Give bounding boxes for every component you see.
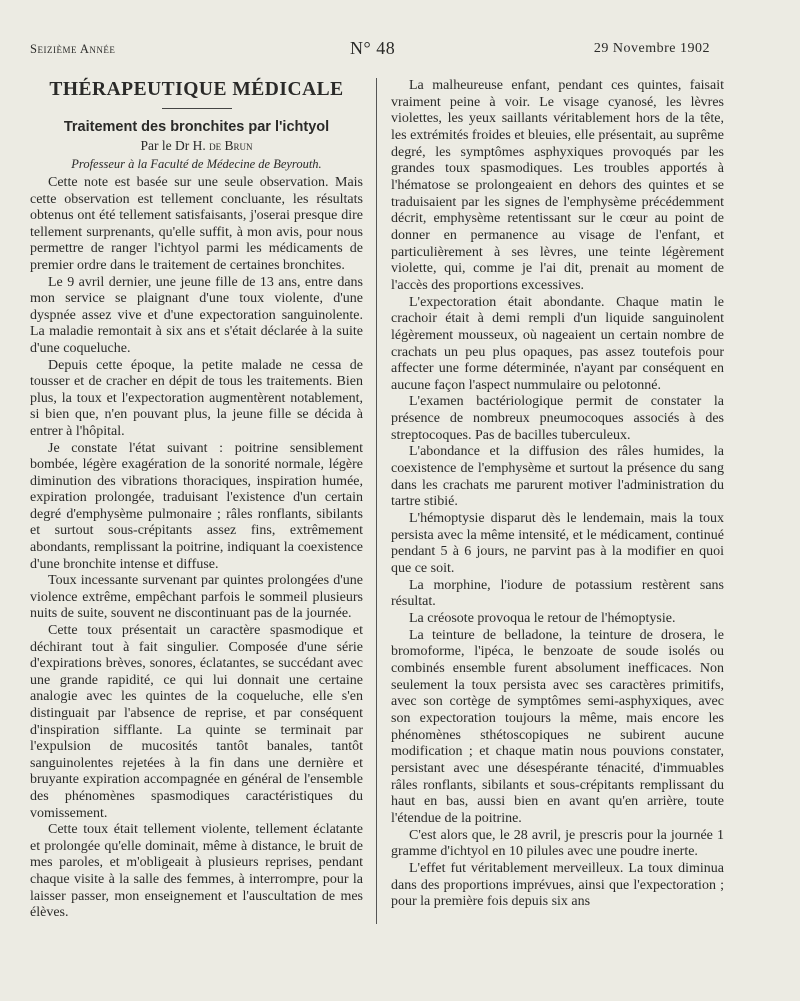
section-title: THÉRAPEUTIQUE MÉDICALE <box>49 79 344 100</box>
volume-year: Seizième Année <box>30 42 116 56</box>
paragraph: Je constate l'état suivant : poitrine sensiblement bombée, légère exagération de la sonorité normale, légère diminution des vibrations thoraciques, inspiration humée, expiration prolongée, traduisant l'existence d'un certain degré d'emphysème pulmonaire ; râles ronflants, sibilants et surtout sous-crépitants assez fins, extrêmement abondants, remplissant la poitrine, indiquant la coexistence d'une bronchite intense et diffuse. <box>30 440 363 572</box>
paragraph: La morphine, l'iodure de potassium restèrent sans résultat. <box>391 577 724 610</box>
title-rule <box>162 108 232 109</box>
paragraph: Cette toux présentait un caractère spasmodique et déchirant tout à fait singulier. Composée d'une série d'expirations brèves, sonores, éclatantes, se succédant avec une grande rapidité, ce qui lui donnait une certaine analogie avec les quintes de la coqueluche, elle s'en distinguait par l'absence de reprise, et par conséquent d'inspiration sifflante. La quinte se terminait par l'expulsion de mucosités tantôt banales, tantôt sanguinolentes rejetées à la fin dans une dernière et bruyante expiration accompagnée en général de l'ensemble des phénomènes spasmodiques caractéristiques du vomissement. <box>30 623 363 821</box>
paragraph: C'est alors que, le 28 avril, je prescris pour la journée 1 gramme d'ichtyol en 10 pilules avec une poudre inerte. <box>391 827 724 860</box>
article-title: Traitement des bronchites par l'ichtyol <box>63 119 330 135</box>
author-affiliation: Professeur à la Faculté de Médecine de Beyrouth. <box>71 157 322 171</box>
paragraph: L'examen bactériologique permit de constater la présence de nombreux pneumocoques associés à des streptocoques. Pas de bacilles tuberculeux. <box>391 394 724 443</box>
text-columns <box>30 78 724 922</box>
right-column <box>391 78 724 922</box>
paragraph: L'effet fut véritablement merveilleux. La toux diminua dans des proportions imprévues, ainsi que l'expectoration ; pour la première fois depuis six ans <box>391 860 724 910</box>
paragraph: Toux incessante survenant par quintes prolongées d'une violence extrême, empêchant parfois le sommeil plusieurs nuits de suite, souvent ne discontinuant pas de la journée. <box>30 573 363 622</box>
paragraph: Cette toux était tellement violente, tellement éclatante et prolongée qu'elle dominait, même à distance, le bruit de mes paroles, et m'obligeait à plusieurs reprises, pendant chaque visite à la salle des femmes, à interrompre, pour la laisser passer, mon enseignement et l'auscultation de mes élèves. <box>30 822 363 921</box>
paragraph: L'expectoration était abondante. Chaque matin le crachoir était à demi rempli d'un liquide sanguinolent légèrement mousseux, où nageaient un certain nombre de crachats un peu plus opaques, pas assez toutefois pour affecter une forme déterminée, n'ayant par conséquent en aucune façon l'aspect nummulaire ou pelotonné. <box>391 294 724 393</box>
byline <box>30 137 363 155</box>
issue-date: 29 Novembre 1902 <box>593 41 710 56</box>
paragraph: Depuis cette époque, la petite malade ne cessa de tousser et de cracher en dépit de tous les traitements. Bien plus, la toux et l'expectoration augmentèrent notablement, si bien que, n'en pouvant plus, la jeune fille se décida à entrer à l'hôpital. <box>30 357 363 439</box>
left-column <box>30 78 363 922</box>
author-name: de Brun <box>209 138 253 153</box>
paragraph: Le 9 avril dernier, une jeune fille de 13 ans, entre dans mon service se plaignant d'une toux violente, d'une dyspnée assez vive et d'une expectoration sanguinolente. La maladie remontait à six ans et s'était déclarée à la suite d'une coqueluche. <box>30 274 363 356</box>
paragraph: Cette note est basée sur une seule observation. Mais cette observation est tellement concluante, les résultats obtenus ont été tellement satisfaisants, j'oserai presque dire tellement surprenants, qu'elle suffit, à mon avis, pour nous permettre de ranger l'ichtyol parmi les médicaments de premier ordre dans le traitement de certaines bronchites. <box>30 175 363 273</box>
byline-prefix: Par le Dr H. <box>140 138 210 153</box>
paragraph: La teinture de belladone, la teinture de drosera, le bromoforme, l'ipéca, le benzoate de soude isolés ou combinés ensemble furent absolument inefficaces. Non seulement la toux persista avec ses caractères primitifs, avec son cortège de symptômes semi-asphyxiques, avec son expectoration toujours la même, mais encore les phénomènes sthétoscopiques ne subirent aucune modification ; et chaque matin nous pouvions constater, persistant avec une désespérante ténacité, d'immuables râles ronflants, sibilants et sous-crépitants remplissant du haut en bas, aussi bien en avant qu'en arrière, toute l'étendue de la poitrine. <box>391 627 724 826</box>
running-head <box>30 38 710 60</box>
paragraph: L'hémoptysie disparut dès le lendemain, mais la toux persista avec la même intensité, et le médicament, continué pendant 5 à 6 jours, ne parvint pas à la modifier en quoi que ce soit. <box>391 511 724 577</box>
issue-number: N° 48 <box>350 38 396 58</box>
paragraph: La créosote provoqua le retour de l'hémoptysie. <box>409 611 676 626</box>
paragraph: La malheureuse enfant, pendant ces quintes, faisait vraiment peine à voir. Le visage cyanosé, les lèvres violettes, les yeux saillants véritablement hors de la tête, les extrémités froides et bleuies, elle présentait, au suprême degré, les symptômes asphyxiques provoqués par les grandes toux spasmodiques. Les troubles apportés à l'hématose se prolongeaient en dehors des quintes et se traduisaient par les signes de l'emphysème précédemment décrit, emphysème retentissant sur le cœur au point de donner en permanence au visage de l'enfant, et particulièrement à ses lèvres, une teinte légèrement violette, qui, comme je l'ai dit, prenait au moment de l'accès des proportions excessives. <box>391 78 724 293</box>
paragraph: L'abondance et la diffusion des râles humides, la coexistence de l'emphysème et surtout la présence du sang dans les crachats me parurent motiver l'administration du tartre stibié. <box>391 444 724 510</box>
